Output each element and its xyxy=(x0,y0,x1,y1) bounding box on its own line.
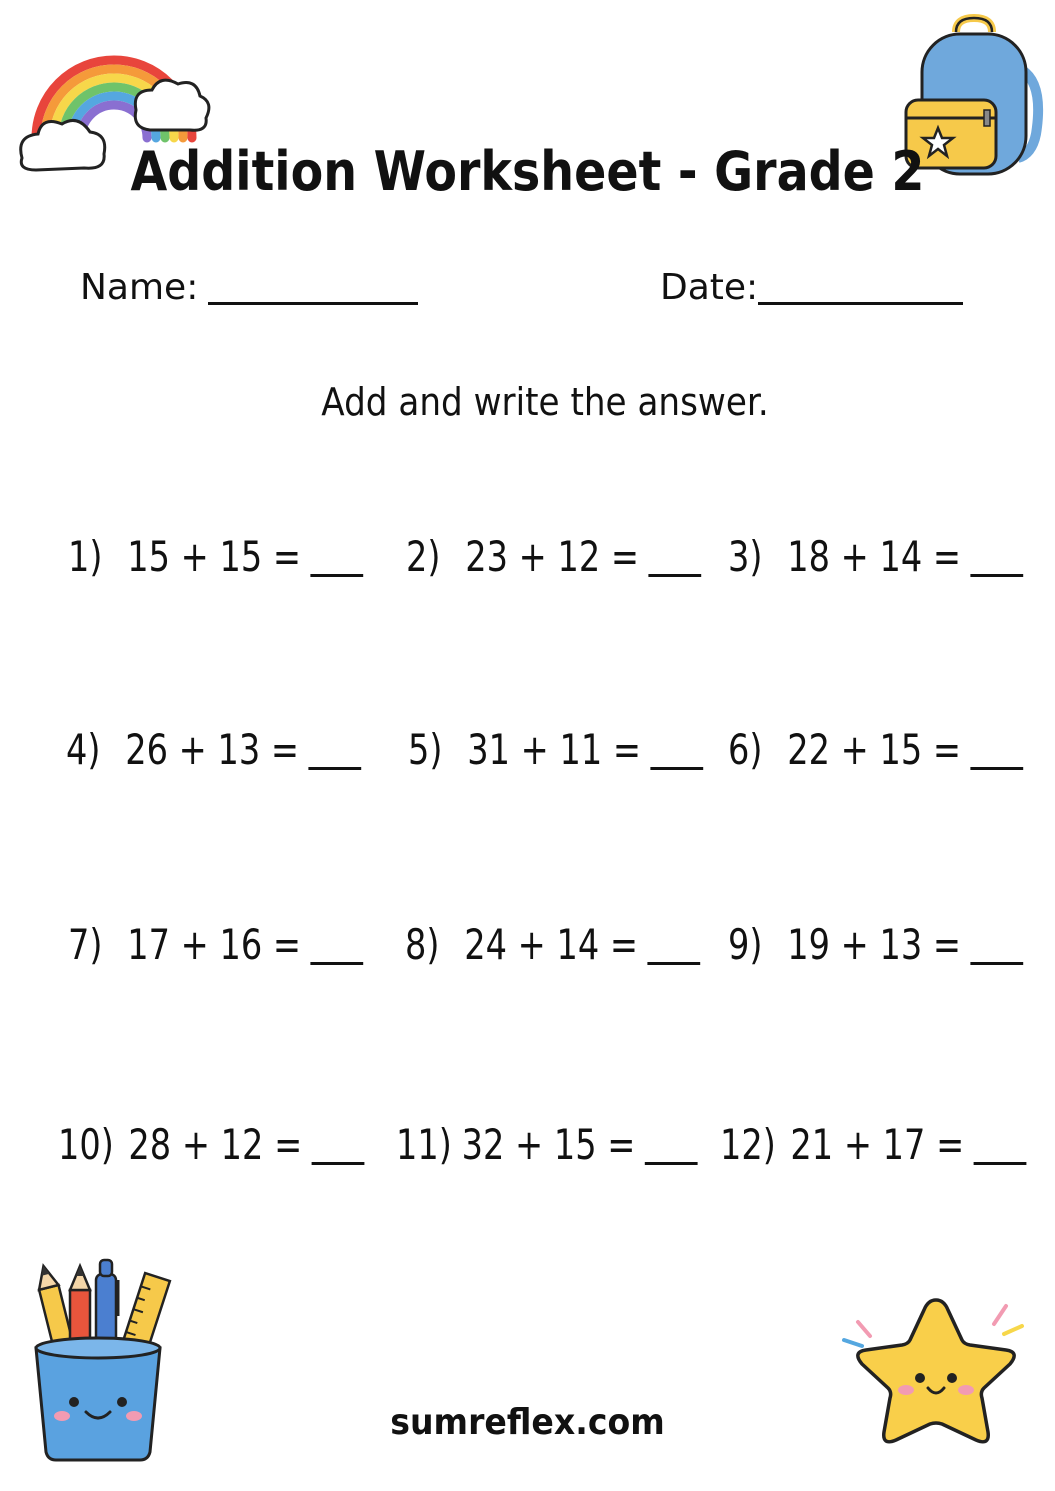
date-label: Date: xyxy=(660,267,759,308)
problem-number: 10) xyxy=(58,1120,114,1169)
problem-number: 11) xyxy=(396,1120,452,1169)
problem-1 xyxy=(68,532,363,581)
answer-blank[interactable] xyxy=(312,1162,365,1165)
problem-8 xyxy=(405,920,700,969)
answer-blank[interactable] xyxy=(648,962,701,965)
problem-expression: 31 + 11 = xyxy=(467,725,642,774)
problem-expression: 17 + 16 = xyxy=(127,920,302,969)
problem-number: 9) xyxy=(728,920,763,969)
problem-11 xyxy=(396,1120,698,1169)
problem-number: 7) xyxy=(68,920,103,969)
answer-blank[interactable] xyxy=(309,767,362,770)
problem-number: 12) xyxy=(720,1120,776,1169)
answer-blank[interactable] xyxy=(311,574,364,577)
problem-7 xyxy=(68,920,363,969)
problem-number: 4) xyxy=(66,725,101,774)
answer-blank[interactable] xyxy=(971,574,1024,577)
problem-4 xyxy=(66,725,361,774)
problem-3 xyxy=(728,532,1023,581)
problem-2 xyxy=(406,532,701,581)
name-label: Name: xyxy=(80,267,199,308)
problem-expression: 32 + 15 = xyxy=(461,1120,636,1169)
problem-expression: 19 + 13 = xyxy=(787,920,962,969)
worksheet-title: Addition Worksheet - Grade 2 xyxy=(130,140,925,203)
date-field[interactable] xyxy=(758,302,963,305)
instructions: Add and write the answer. xyxy=(321,380,769,424)
problem-expression: 23 + 12 = xyxy=(465,532,640,581)
problem-number: 3) xyxy=(728,532,763,581)
answer-blank[interactable] xyxy=(645,1162,698,1165)
answer-blank[interactable] xyxy=(971,767,1024,770)
problem-number: 6) xyxy=(728,725,763,774)
problem-expression: 15 + 15 = xyxy=(127,532,302,581)
problem-number: 1) xyxy=(68,532,103,581)
problem-number: 8) xyxy=(405,920,440,969)
problem-9 xyxy=(728,920,1023,969)
name-field[interactable] xyxy=(208,302,418,305)
answer-blank[interactable] xyxy=(311,962,364,965)
problem-10 xyxy=(58,1120,365,1169)
problem-5 xyxy=(408,725,703,774)
problem-expression: 26 + 13 = xyxy=(125,725,300,774)
footer-website: sumreflex.com xyxy=(390,1402,665,1443)
problem-expression: 18 + 14 = xyxy=(787,532,962,581)
problem-number: 2) xyxy=(406,532,441,581)
problem-number: 5) xyxy=(408,725,443,774)
problem-expression: 28 + 12 = xyxy=(128,1120,303,1169)
problem-expression: 21 + 17 = xyxy=(790,1120,965,1169)
star-icon xyxy=(836,1292,1032,1452)
answer-blank[interactable] xyxy=(649,574,702,577)
answer-blank[interactable] xyxy=(651,767,704,770)
problem-12 xyxy=(720,1120,1027,1169)
problem-expression: 24 + 14 = xyxy=(464,920,639,969)
problem-6 xyxy=(728,725,1023,774)
problem-expression: 22 + 15 = xyxy=(787,725,962,774)
answer-blank[interactable] xyxy=(974,1162,1027,1165)
answer-blank[interactable] xyxy=(971,962,1024,965)
